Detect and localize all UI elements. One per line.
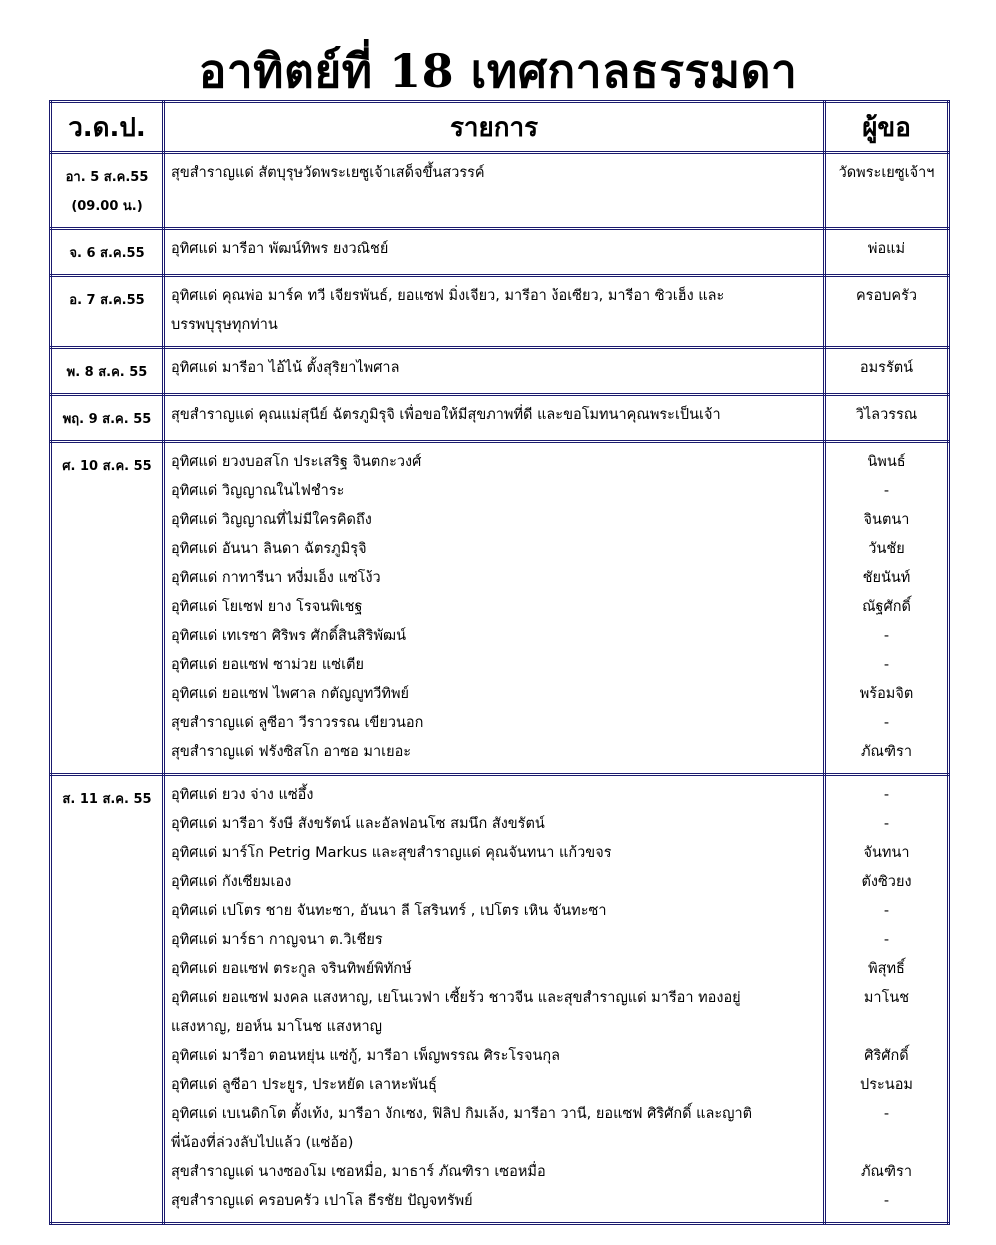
intention-line: สุขสำราญแด่ คุณแม่สุนีย์ ฉัตรภูมิรุจิ เพื่อขอให้มีสุขภาพที่ดี และขอโมทนาคุณพระเป็นเจ้า: [171, 407, 721, 423]
header-date: ว.ด.ป.: [51, 102, 164, 153]
row-requester-cell: [825, 229, 949, 276]
page-title: อาทิตย์ที่ 18 เทศกาลธรรมดา: [198, 44, 798, 98]
requester-name: วิไลวรรณ: [855, 407, 918, 423]
requester-name: อมรรัตน์: [859, 360, 914, 376]
intention-line: อุทิศแด่ มาร์ธา กาญจนา ต.วิเชียร: [171, 932, 383, 948]
requester-name: จินตนา: [863, 512, 910, 528]
intention-line: อุทิศแด่ เทเรซา ศิริพร ศักดิ์สินสิริพัฒน์: [171, 628, 407, 644]
requester-name: พิสุทธิ์: [868, 961, 905, 977]
row-date-cell: [51, 395, 164, 442]
table-header-row: [51, 102, 949, 153]
intention-line: อุทิศแด่ ยวง จ่าง แซ่อึ้ง: [171, 787, 314, 803]
requester-name: จันทนา: [863, 845, 910, 861]
requester-name: -: [883, 903, 890, 919]
intention-line: แสงหาญ, ยอห์น มาโนช แสงหาญ: [171, 1019, 383, 1035]
row-requester-cell: [825, 442, 949, 775]
row-items-cell: [164, 442, 825, 775]
row-items-cell: [164, 276, 825, 348]
intention-line: พี่น้องที่ล่วงลับไปแล้ว (แซ่อ้อ): [171, 1135, 354, 1151]
row-requester-cell: [825, 276, 949, 348]
requester-name: ประนอม: [860, 1077, 913, 1093]
requester-name: ครอบครัว: [855, 288, 918, 304]
row-items-cell: [164, 229, 825, 276]
row-date: พฤ. 9 ส.ค. 55: [62, 412, 152, 427]
intention-line: อุทิศแด่ ยอแซฟ ซาม่วย แซ่เตีย: [171, 657, 364, 673]
requester-name: -: [883, 1193, 890, 1209]
header-item: รายการ: [164, 102, 825, 153]
requester-name: วันชัย: [868, 541, 905, 557]
intention-line: อุทิศแด่ กังเซียมเอง: [171, 874, 292, 890]
requester-name: -: [883, 483, 890, 499]
intention-line: สุขสำราญแด่ ฟรังซิสโก อาซอ มาเยอะ: [171, 744, 412, 760]
requester-name: ภัณฑิรา: [861, 1164, 912, 1180]
row-date-time: (09.00 น.): [71, 199, 143, 214]
intention-line: อุทิศแด่ กาทารีนา หงี่มเอ็ง แซ่โง้ว: [171, 570, 381, 586]
requester-name: นิพนธ์: [867, 454, 906, 470]
intention-line: อุทิศแด่ ยอแซฟ มงคล แสงหาญ, เยโนเวฟา เซี้ยร้ว ชาวจีน และสุขสำราญแด่ มารีอา ทองอยู่: [171, 990, 741, 1006]
table-row: [51, 442, 949, 775]
row-items-cell: [164, 775, 825, 1224]
header-requester: ผู้ขอ: [825, 102, 949, 153]
requester-name: ณัฐศักดิ์: [862, 599, 911, 615]
mass-intention-table: [49, 100, 950, 1225]
intention-line: อุทิศแด่ เบเนดิกโต ตั้งเท้ง, มารีอา งักเซง, ฟิลิป กิมเล้ง, มารีอา วานี, ยอแซฟ ศิริศักดิ์ และญาติ: [171, 1106, 753, 1122]
row-date-cell: [51, 229, 164, 276]
row-date: อา. 5 ส.ค.55: [65, 170, 149, 185]
intention-line: สุขสำราญแด่ ครอบครัว เปาโล ธีรชัย ปัญจทรัพย์: [171, 1193, 473, 1209]
intention-line: อุทิศแด่ คุณพ่อ มาร์ค ทวี เจียรพันธ์, ยอแซฟ มิ่งเจียว, มารีอา ง้อเซียว, มารีอา ซิวเฮ็ง และ: [171, 288, 725, 304]
requester-name: -: [883, 657, 890, 673]
table-row: [51, 153, 949, 229]
intention-line: สุขสำราญแด่ สัตบุรุษวัดพระเยซูเจ้าเสด็จขึ้นสวรรค์: [171, 165, 485, 181]
row-items-cell: [164, 348, 825, 395]
row-date: พ. 8 ส.ค. 55: [66, 365, 148, 380]
row-requester-cell: [825, 153, 949, 229]
requester-name: -: [883, 816, 890, 832]
row-date-cell: [51, 348, 164, 395]
requester-name: -: [883, 1106, 890, 1122]
table-row: [51, 775, 949, 1224]
requester-name: พ่อแม่: [867, 241, 906, 257]
row-date-cell: [51, 153, 164, 229]
intention-line: อุทิศแด่ วิญญาณในไฟชำระ: [171, 483, 345, 499]
row-items-cell: [164, 395, 825, 442]
row-date: จ. 6 ส.ค.55: [69, 246, 145, 261]
intention-line: อุทิศแด่ อันนา ลินดา ฉัตรภูมิรุจิ: [171, 541, 367, 557]
row-date: ส. 11 ส.ค. 55: [62, 792, 152, 807]
intention-line: สุขสำราญแด่ ลูซีอา วีราวรรณ เขียวนอก: [171, 715, 424, 731]
row-date-cell: [51, 442, 164, 775]
intention-line: อุทิศแด่ ยวงบอสโก ประเสริฐ จินตกะวงศ์: [171, 454, 422, 470]
table-row: [51, 348, 949, 395]
requester-name: วัดพระเยซูเจ้าฯ: [838, 165, 935, 181]
row-requester-cell: [825, 775, 949, 1224]
table-row: [51, 276, 949, 348]
requester-name: -: [883, 715, 890, 731]
row-requester-cell: [825, 395, 949, 442]
intention-line: อุทิศแด่ มารีอา รังษี สังขรัตน์ และอัลฟอนโซ สมนึก สังขรัตน์: [171, 816, 545, 832]
requester-name: ตังซิวยง: [861, 874, 912, 890]
requester-name: ชัยนันท์: [862, 570, 911, 586]
row-date-cell: [51, 775, 164, 1224]
intention-line: อุทิศแด่ โยเซฟ ยาง โรจนพิเชฐ: [171, 599, 363, 615]
row-date-cell: [51, 276, 164, 348]
intention-line: อุทิศแด่ ยอแซฟ ตระกูล จรินทิพย์พิทักษ์: [171, 961, 412, 977]
requester-name: ศิริศักดิ์: [864, 1048, 909, 1064]
requester-name: พร้อมจิต: [859, 686, 914, 702]
row-date: อ. 7 ส.ค.55: [69, 293, 145, 308]
intention-line: สุขสำราญแด่ นางซองโม เซอหมื่อ, มาธาร์ ภัณฑิรา เซอหมื่อ: [171, 1164, 546, 1180]
row-date: ศ. 10 ส.ค. 55: [62, 459, 152, 474]
table-row: [51, 395, 949, 442]
requester-name: -: [883, 628, 890, 644]
requester-name: -: [883, 932, 890, 948]
table-row: [51, 229, 949, 276]
intention-line: อุทิศแด่ มารีอา ตอนหยุ่น แซ่กู้, มารีอา เพ็ญพรรณ ศิระโรจนกุล: [171, 1048, 561, 1064]
requester-name: -: [883, 787, 890, 803]
intention-line: อุทิศแด่ มารีอา ไอ้ไน้ ตั้งสุริยาไพศาล: [171, 360, 400, 376]
row-requester-cell: [825, 348, 949, 395]
intention-line: อุทิศแด่ มาร์โก Petrig Markus และสุขสำราญแด่ คุณจันทนา แก้วขจร: [171, 845, 612, 861]
requester-name: มาโนช: [863, 990, 910, 1006]
intention-line: อุทิศแด่ เปโตร ชาย จันทะซา, อันนา ลี โสรินทร์ , เปโตร เหิน จันทะซา: [171, 903, 607, 919]
intention-line: อุทิศแด่ วิญญาณที่ไม่มีใครคิดถึง: [171, 512, 372, 528]
intention-line: อุทิศแด่ ยอแซฟ ไพศาล กตัญญูทวีทิพย์: [171, 686, 410, 702]
intention-line: บรรพบุรุษทุกท่าน: [171, 317, 278, 333]
row-items-cell: [164, 153, 825, 229]
intention-line: อุทิศแด่ มารีอา พัฒน์ทิพร ยงวณิชย์: [171, 241, 389, 257]
intention-line: อุทิศแด่ ลูซีอา ประยูร, ประหยัด เลาหะพันธุ์: [171, 1077, 437, 1093]
requester-name: ภัณฑิรา: [861, 744, 912, 760]
